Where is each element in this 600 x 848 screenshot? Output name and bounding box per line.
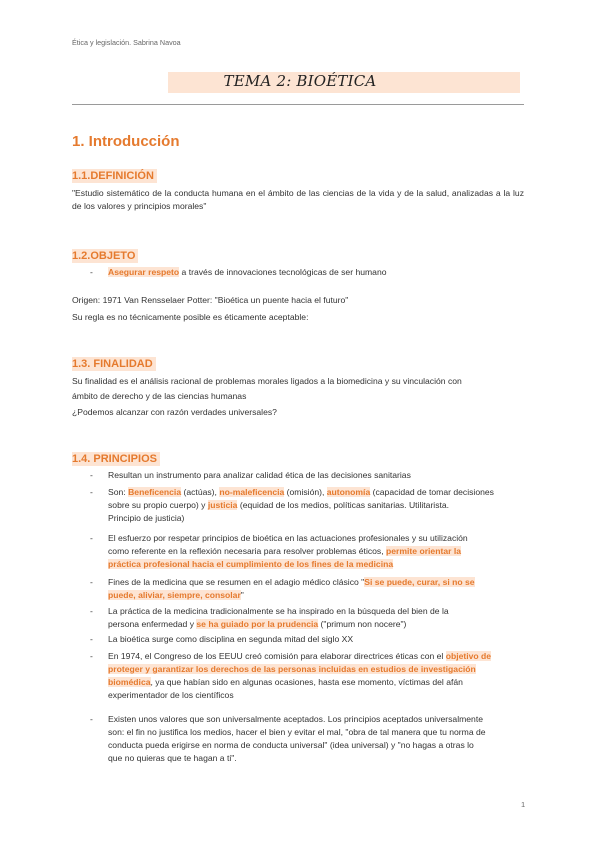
highlight: permite orientar la (386, 546, 461, 556)
bullet-dash: - (90, 470, 93, 480)
page-number: 1 (521, 800, 526, 809)
bullet-text: La práctica de la medicina tradicionalmente se ha inspirado en la búsqueda del bien de la (108, 606, 449, 616)
bullet-text: son: el fin no justifica los medios, hacer el bien y evitar el mal, "obra de tal manera que tu norma de (108, 727, 486, 737)
bullet-text: que no quieras que te hagan a ti". (108, 753, 237, 763)
principios-bullet-2 (108, 486, 524, 525)
highlight: Si se puede, curar, si no se (364, 577, 475, 587)
bullet-text: El esfuerzo por respetar principios de bioética en las actuaciones profesionales y su utilización (108, 533, 468, 543)
finalidad-line-3: ¿Podemos alcanzar con razón verdades universales? (72, 407, 277, 417)
heading-principios: 1.4. PRINCIPIOS (72, 452, 160, 466)
highlight: Asegurar respeto (108, 267, 180, 277)
bullet-text: Existen unos valores que son universalmente aceptados. Los principios aceptados universalmente (108, 714, 484, 724)
highlight: proteger y garantizar los derechos de las personas incluidas en estudios de investigación (108, 664, 476, 674)
bullet-text: (omisión), (284, 487, 327, 497)
section-heading-introduccion: 1. Introducción (72, 133, 180, 150)
highlight: puede, aliviar, siempre, consolar (108, 590, 241, 600)
objeto-regla: Su regla es no técnicamente posible es éticamente aceptable: (72, 312, 309, 322)
bullet-dash: - (90, 267, 93, 277)
highlight: justicia (207, 500, 238, 510)
page-title: TEMA 2: BIOÉTICA (223, 72, 377, 90)
bullet-text: " (240, 590, 244, 600)
bullet-dash: - (90, 577, 93, 587)
finalidad-line-2: ámbito de derecho y de las ciencias humanas (72, 391, 247, 401)
principios-bullet-4 (108, 576, 524, 602)
bullet-dash: - (90, 714, 93, 724)
principios-bullet-8 (108, 713, 524, 765)
bullet-text: , ya que habían sido en algunas ocasiones, hasta ese momento, víctimas del afán (150, 677, 463, 687)
definicion-text: "Estudio sistemático de la conducta humana en el ámbito de las ciencias de la vida y de la salud, analizadas a la luz de los valores y principios morales" (72, 188, 524, 211)
finalidad-line-1: Su finalidad es el análisis racional de problemas morales ligados a la biomedicina y su vinculación con (72, 376, 462, 386)
principios-bullet-3 (108, 532, 524, 571)
bullet-text: a través de innovaciones tecnológicas de ser humano (179, 267, 387, 277)
highlight: se ha guiado por la prudencia (196, 619, 319, 629)
highlight: objetivo de (445, 651, 492, 661)
highlight: práctica profesional hacia el cumplimiento de los fines de la medicina (108, 559, 394, 569)
bullet-dash: - (90, 634, 93, 644)
principios-bullet-6: La bioética surge como disciplina en segunda mitad del siglo XX (108, 634, 354, 644)
highlight: biomédica (108, 677, 151, 687)
highlight: Beneficencia (128, 487, 182, 497)
bullet-dash: - (90, 651, 93, 661)
bullet-text: Fines de la medicina que se resumen en el adagio médico clásico " (108, 577, 365, 587)
bullet-text: (capacidad de tomar decisiones (370, 487, 494, 497)
bullet-text: Principio de justicia) (108, 513, 185, 523)
bullet-text: experimentador de los científicos (108, 690, 234, 700)
title-divider (72, 104, 524, 105)
bullet-dash: - (90, 606, 93, 616)
principios-bullet-1: Resultan un instrumento para analizar calidad ética de las decisiones sanitarias (108, 470, 411, 480)
bullet-text: sobre su propio cuerpo) y (108, 500, 208, 510)
bullet-text: como referente en la reflexión necesaria para resolver problemas éticos, (108, 546, 387, 556)
bullet-text: (actúas), (181, 487, 220, 497)
heading-objeto: 1.2.OBJETO (72, 249, 138, 263)
highlight: autonomía (326, 487, 371, 497)
bullet-text: ("primum non nocere") (318, 619, 407, 629)
bullet-text: conducta pueda erigirse en norma de conducta universal" (idea universal) y "no hagas a otras lo (108, 740, 474, 750)
bullet-dash: - (90, 533, 93, 543)
objeto-bullet (108, 266, 524, 279)
principios-bullet-5 (108, 605, 524, 631)
principios-bullet-7 (108, 650, 524, 702)
bullet-dash: - (90, 487, 93, 497)
bullet-text: En 1974, el Congreso de los EEUU creó comisión para elaborar directrices éticas con el (108, 651, 446, 661)
highlight: no-maleficencia (219, 487, 285, 497)
bullet-text: persona enfermedad y (108, 619, 197, 629)
objeto-origen: Origen: 1971 Van Rensselaer Potter: "Bioética un puente hacia el futuro" (72, 295, 349, 305)
heading-finalidad: 1.3. FINALIDAD (72, 357, 156, 371)
bullet-text: (equidad de los medios, políticas sanitarias. Utilitarista. (237, 500, 450, 510)
bullet-text: Son: (108, 487, 129, 497)
document-header: Ética y legislación. Sabrina Navoa (72, 38, 181, 47)
heading-definicion: 1.1.DEFINICIÓN (72, 169, 157, 183)
